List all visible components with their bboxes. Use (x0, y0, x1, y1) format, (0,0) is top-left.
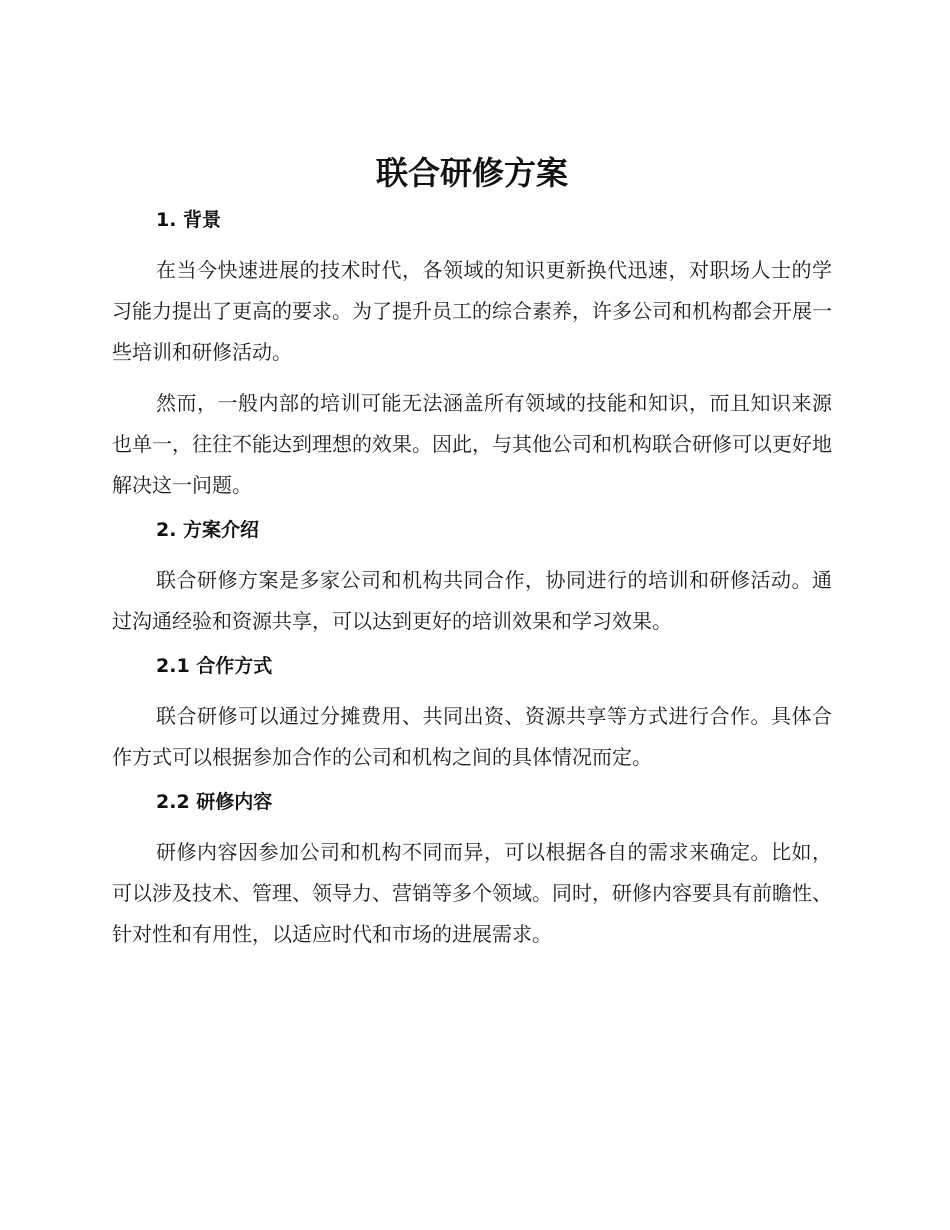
section-heading: 2. 方案介绍 (156, 519, 260, 541)
section-heading: 2.1 合作方式 (156, 655, 273, 677)
section-background (112, 206, 832, 506)
document-page (112, 150, 832, 965)
section-training-content (112, 788, 832, 955)
section-heading: 2.2 研修内容 (156, 791, 273, 813)
section-cooperation-method (112, 652, 832, 778)
section-plan-introduction (112, 516, 832, 642)
document-title: 联合研修方案 (375, 154, 568, 192)
section-heading: 1. 背景 (156, 209, 222, 231)
paragraph: 在当今快速进展的技术时代，各领域的知识更新换代迅速，对职场人士的学习能力提出了更高的要求。为了提升员工的综合素养，许多公司和机构都会开展一些培训和研修活动。 (112, 258, 832, 364)
paragraph: 联合研修方案是多家公司和机构共同合作，协同进行的培训和研修活动。通过沟通经验和资源共享，可以达到更好的培训效果和学习效果。 (112, 568, 832, 633)
paragraph: 然而，一般内部的培训可能无法涵盖所有领域的技能和知识，而且知识来源也单一，往往不能达到理想的效果。因此，与其他公司和机构联合研修可以更好地解决这一问题。 (112, 391, 832, 497)
paragraph: 联合研修可以通过分摊费用、共同出资、资源共享等方式进行合作。具体合作方式可以根据参加合作的公司和机构之间的具体情况而定。 (112, 704, 832, 769)
paragraph: 研修内容因参加公司和机构不同而异，可以根据各自的需求来确定。比如，可以涉及技术、管理、领导力、营销等多个领域。同时，研修内容要具有前瞻性、针对性和有用性，以适应时代和市场的进展需求。 (112, 840, 832, 946)
